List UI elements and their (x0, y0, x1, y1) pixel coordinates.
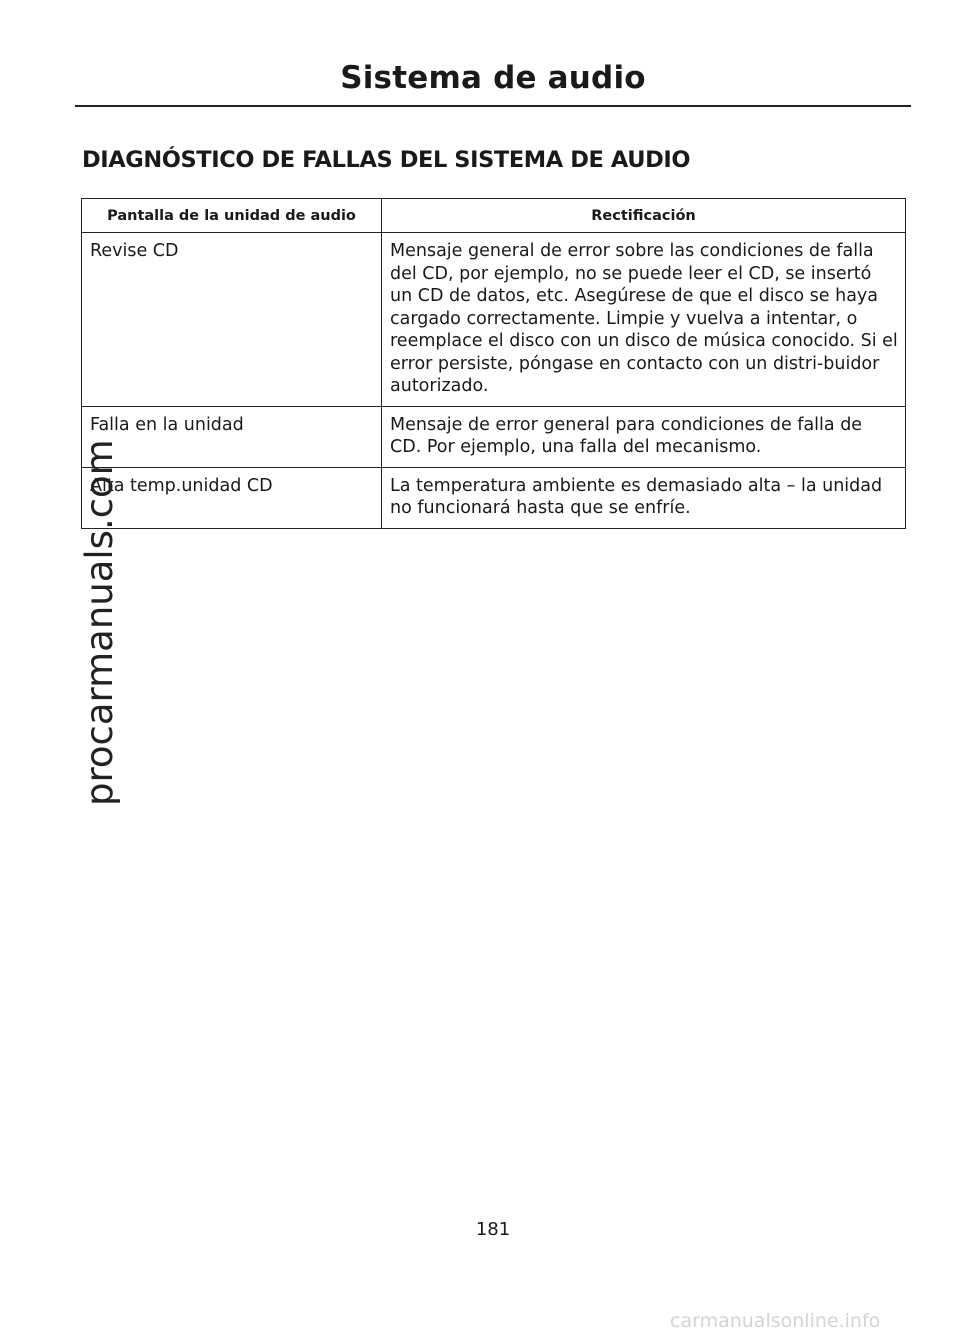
footer-watermark: carmanualsonline.info (670, 1310, 881, 1332)
section-title: DIAGNÓSTICO DE FALLAS DEL SISTEMA DE AUDIO (82, 147, 691, 173)
side-watermark: procarmanuals.com (78, 439, 121, 806)
page-header-title: Sistema de audio (340, 60, 646, 96)
cell-display: Revise CD (82, 233, 382, 407)
cell-display: Alta temp.unidad CD (82, 467, 382, 528)
page-number: 181 (475, 1219, 511, 1240)
header-divider (75, 105, 911, 107)
table-header-row (82, 199, 906, 233)
column-header-fix: Rectificación (382, 199, 906, 233)
cell-fix: Mensaje general de error sobre las condiciones de falla del CD, por ejemplo, no se puede leer el CD, se insertó un CD de datos, etc. Asegúrese de que el disco se haya cargado correctamente. Limpie y vuelva a intentar, o reemplace el disco con un disco de música conocido. Si el error persiste, póngase en contacto con un distri-buidor autorizado. (382, 233, 906, 407)
table-row (82, 233, 906, 407)
table-row (82, 406, 906, 467)
diagnostic-table (81, 198, 906, 529)
table-row (82, 467, 906, 528)
cell-fix: La temperatura ambiente es demasiado alta – la unidad no funcionará hasta que se enfríe. (382, 467, 906, 528)
cell-display: Falla en la unidad (82, 406, 382, 467)
column-header-display: Pantalla de la unidad de audio (82, 199, 382, 233)
cell-fix: Mensaje de error general para condiciones de falla de CD. Por ejemplo, una falla del mecanismo. (382, 406, 906, 467)
